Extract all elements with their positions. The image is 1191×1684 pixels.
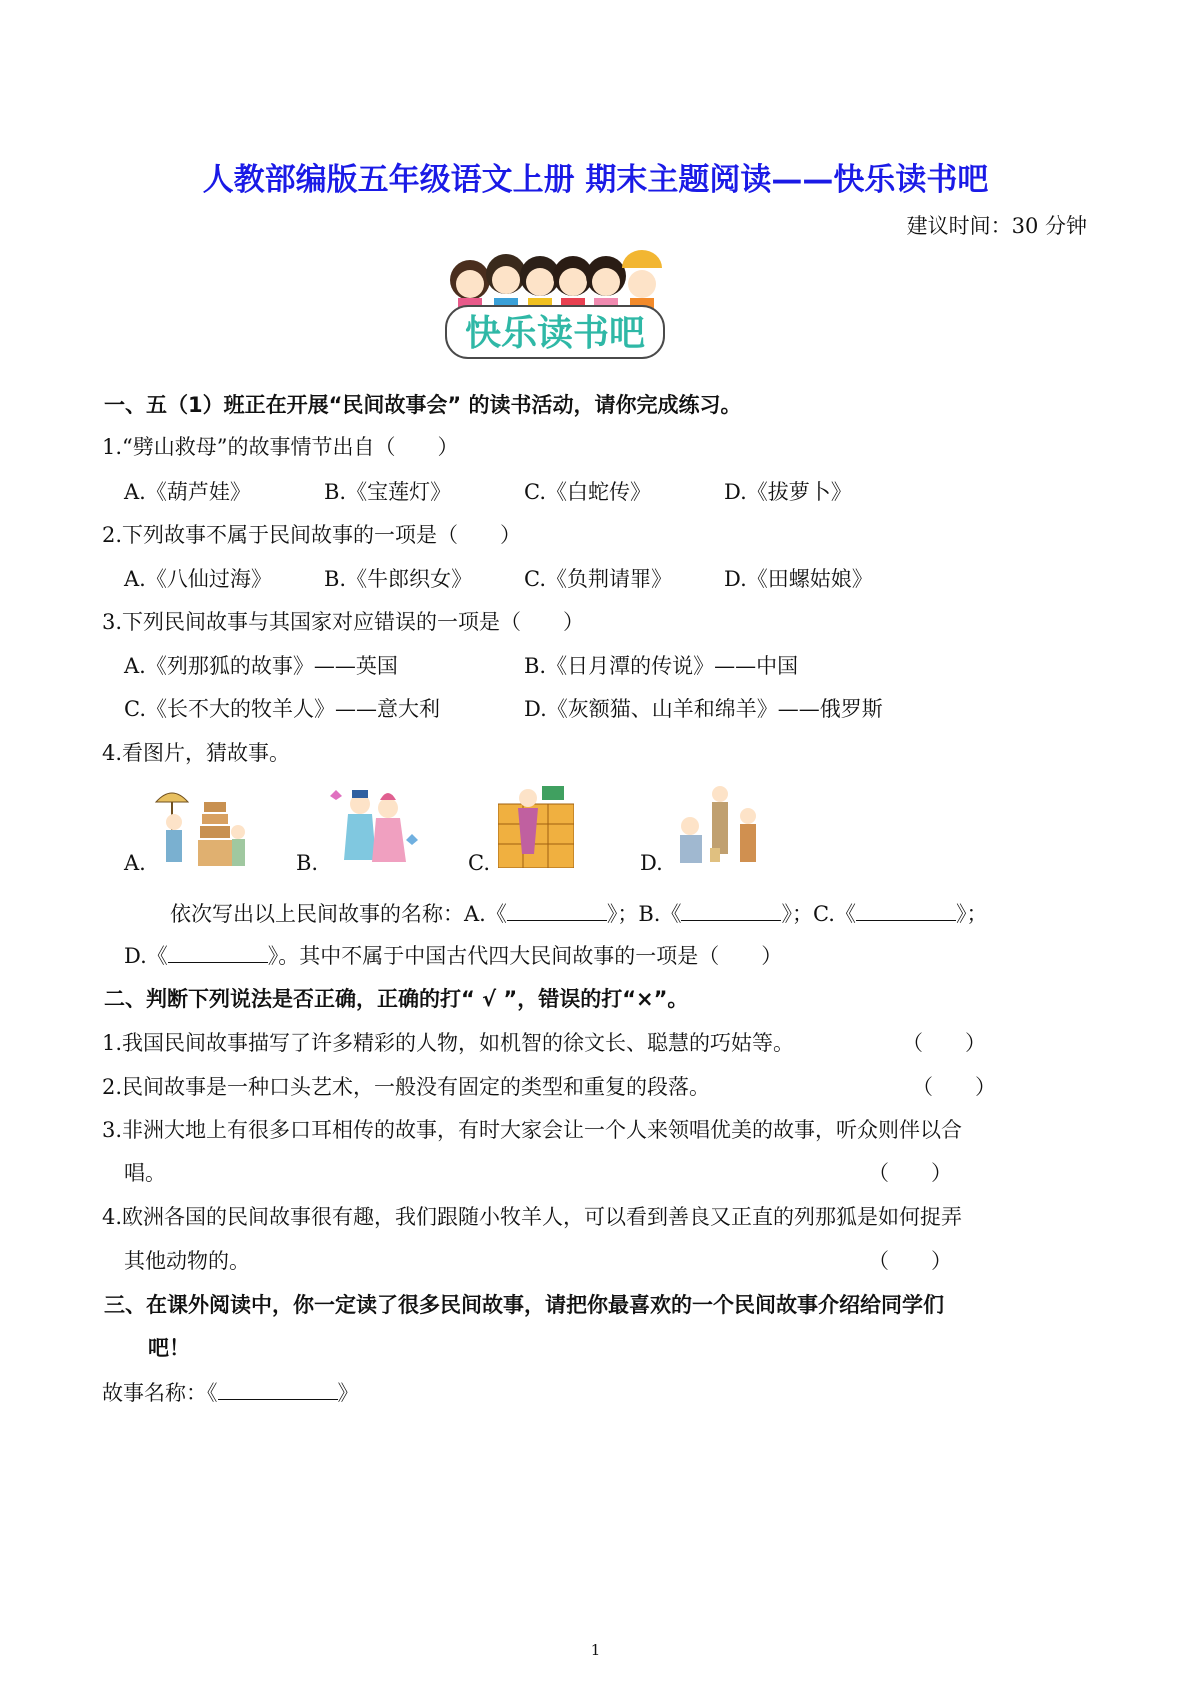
- q1-option-a: A.《葫芦娃》: [124, 480, 251, 504]
- q4-picture-label-b: B.: [296, 851, 319, 875]
- q3-option-b: B.《日月潭的传说》——中国: [524, 654, 799, 678]
- section1-heading: 一、五（1）班正在开展“民间故事会” 的读书活动，请你完成练习。: [104, 393, 742, 417]
- q4-stem: 4.看图片，猜故事。: [102, 741, 291, 765]
- q3-option-d: D.《灰额猫、山羊和绵羊》——俄罗斯: [524, 697, 883, 721]
- story-name-blank[interactable]: [218, 1381, 338, 1400]
- picture-c-great-wall: [498, 784, 574, 872]
- q4-picture-label-a: A.: [124, 851, 146, 875]
- q2-option-a: A.《八仙过海》: [124, 567, 272, 591]
- q2-option-b: B.《牛郎织女》: [324, 567, 473, 591]
- page-title: 人教部编版五年级语文上册 期末主题阅读——快乐读书吧: [202, 162, 989, 198]
- page-number: 1: [590, 1641, 601, 1659]
- picture-d-three-monks: [674, 782, 770, 870]
- q3-option-c: C.《长不大的牧羊人》——意大利: [124, 697, 440, 721]
- q4-answer-line2: D.《 》。其中不属于中国古代四大民间故事的一项是（ ）: [124, 944, 783, 968]
- section2-heading: 二、判断下列说法是否正确，正确的打“ √ ”，错误的打“×”。: [104, 987, 689, 1011]
- judge-bracket-1[interactable]: （ ）: [902, 1031, 986, 1055]
- judge-item-1: 1.我国民间故事描写了许多精彩的人物，如机智的徐文长、聪慧的巧姑等。: [102, 1031, 795, 1055]
- judge-bracket-2[interactable]: （ ）: [912, 1075, 996, 1099]
- q1-stem: 1.“劈山救母”的故事情节出自（ ）: [102, 435, 459, 459]
- q4-answer-line1: 依次写出以上民间故事的名称：A.《 》；B.《 》；C.《 》；: [170, 902, 988, 926]
- suggested-time: 建议时间：30 分钟: [906, 214, 1087, 238]
- q1-option-d: D.《拔萝卜》: [724, 480, 852, 504]
- banner-text: 快乐读书吧: [464, 313, 646, 354]
- q1-option-c: C.《白蛇传》: [524, 480, 651, 504]
- q1-option-b: B.《宝莲灯》: [324, 480, 452, 504]
- q3-option-a: A.《列那狐的故事》——英国: [124, 654, 398, 678]
- q2-option-c: C.《负荆请罪》: [524, 567, 672, 591]
- judge-item-3: 3.非洲大地上有很多口耳相传的故事，有时大家会让一个人来领唱优美的故事，听众则伴以合: [102, 1118, 963, 1142]
- judge-item-3-cont: 唱。: [124, 1161, 166, 1185]
- answer-blank-d[interactable]: [168, 944, 268, 963]
- judge-bracket-4[interactable]: （ ）: [868, 1249, 952, 1273]
- q4-picture-label-c: C.: [468, 851, 490, 875]
- section3-heading: 三、在课外阅读中，你一定读了很多民间故事，请把你最喜欢的一个民间故事介绍给同学们: [104, 1293, 944, 1317]
- judge-item-4: 4.欧洲各国的民间故事很有趣，我们跟随小牧羊人，可以看到善良又正直的列那狐是如何捉弄: [102, 1205, 963, 1229]
- judge-item-2: 2.民间故事是一种口头艺术，一般没有固定的类型和重复的段落。: [102, 1075, 711, 1099]
- judge-bracket-3[interactable]: （ ）: [868, 1161, 952, 1185]
- picture-a-pagoda-scene: [152, 782, 252, 872]
- q3-stem: 3.下列民间故事与其国家对应错误的一项是（ ）: [102, 610, 585, 634]
- q2-option-d: D.《田螺姑娘》: [724, 567, 873, 591]
- answer-blank-c[interactable]: [856, 902, 956, 921]
- q4-picture-label-d: D.: [640, 851, 663, 875]
- judge-item-4-cont: 其他动物的。: [124, 1249, 250, 1273]
- answer-blank-b[interactable]: [681, 902, 781, 921]
- story-name-line: 故事名称：《 》: [102, 1381, 359, 1405]
- q2-stem: 2.下列故事不属于民间故事的一项是（ ）: [102, 523, 522, 547]
- answer-blank-a[interactable]: [507, 902, 607, 921]
- section3-heading-cont: 吧！: [148, 1336, 190, 1360]
- kids-heads: [450, 250, 662, 312]
- banner-illustration: [440, 250, 670, 362]
- picture-b-butterfly-lovers: [326, 780, 422, 870]
